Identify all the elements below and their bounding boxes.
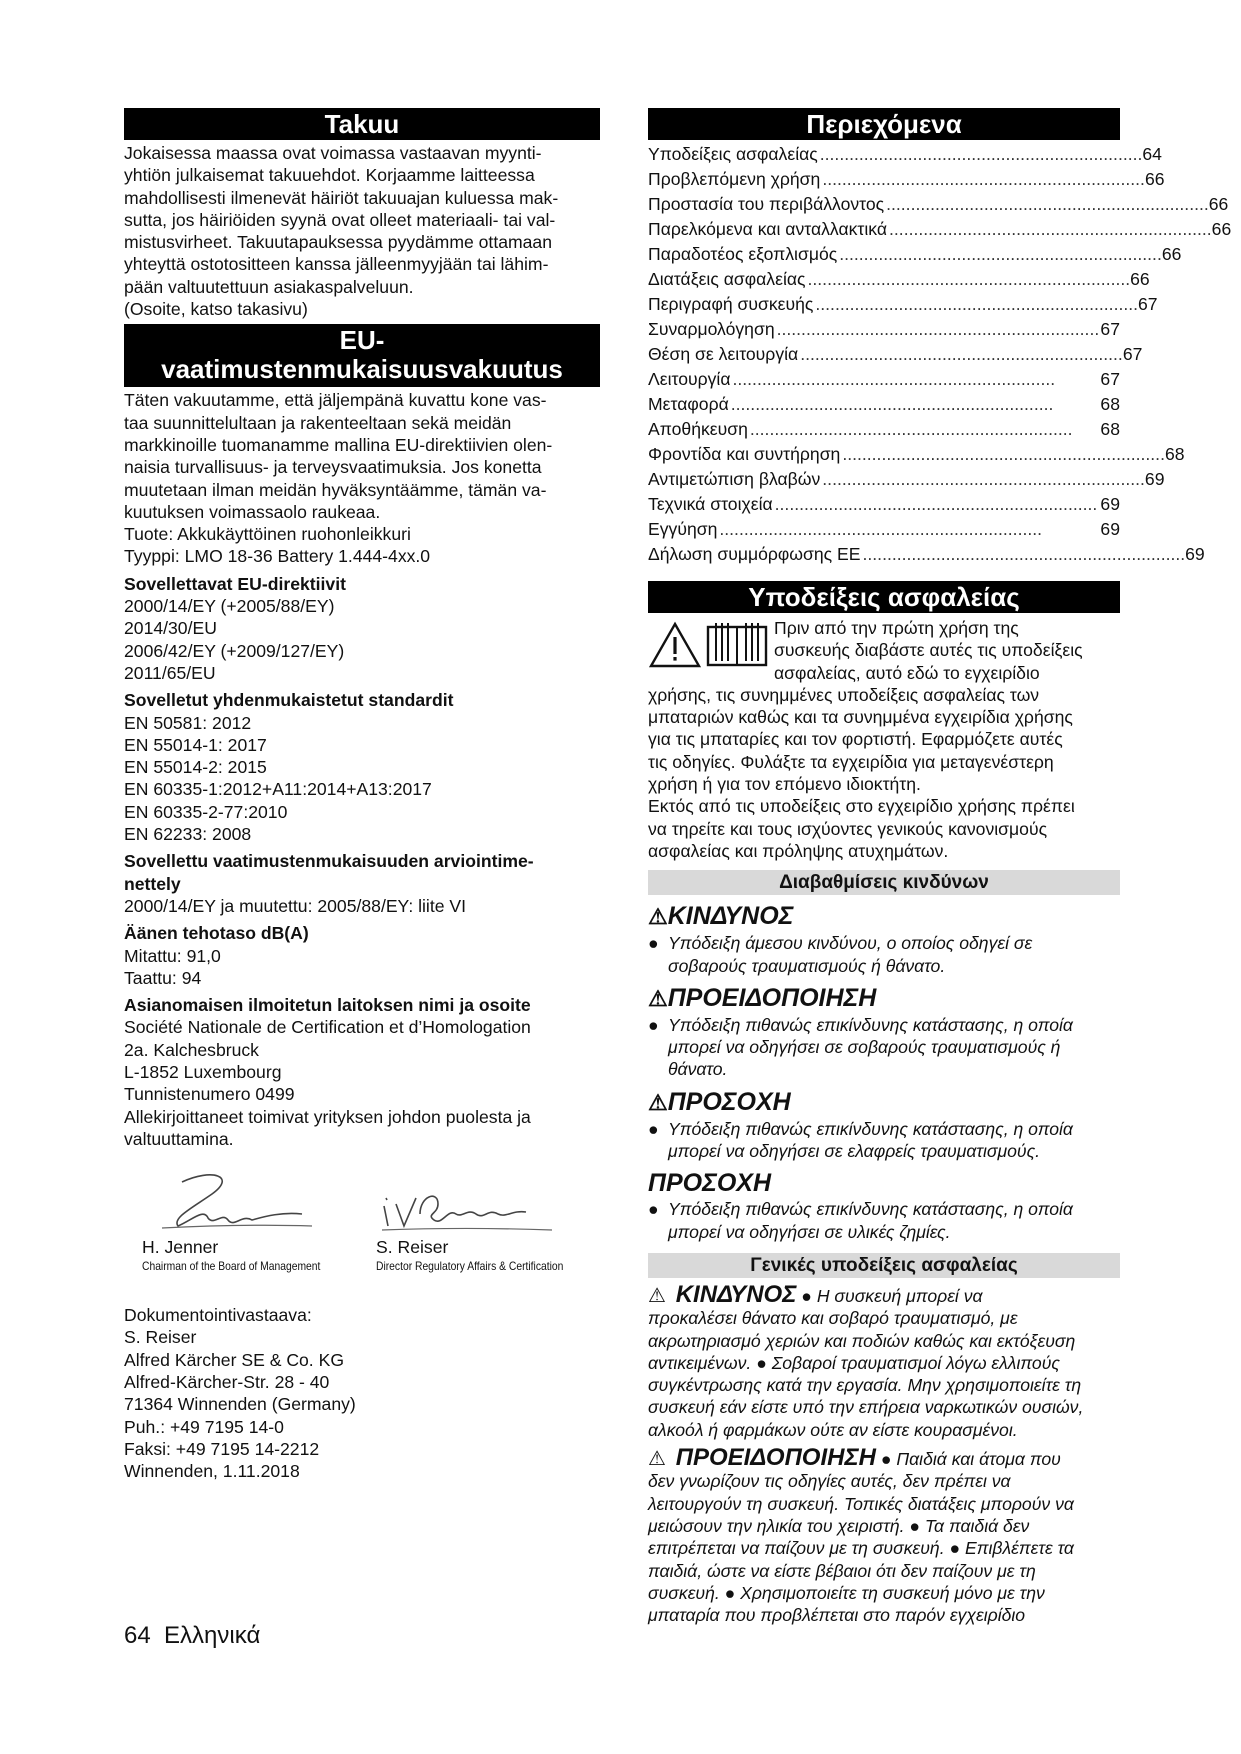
toc-row[interactable]: Αντιμετώπιση βλαβών .................................................................. 69: [648, 467, 1120, 492]
safety-intro: [648, 617, 1120, 862]
page-number: 64: [124, 1622, 151, 1649]
toc-page: 66: [1161, 244, 1182, 264]
toc-row[interactable]: Φροντίδα και συντήρηση .................................................................. 68: [648, 442, 1120, 467]
general-danger-title: ΚΙΝΔΥΝΟΣ: [675, 1280, 797, 1308]
toc-title: Εγγύηση: [648, 519, 718, 539]
toc-row[interactable]: Θέση σε λειτουργία .................................................................. 67: [648, 342, 1120, 367]
toc-page: 67: [1100, 369, 1120, 389]
warning-desc: ● Υπόδειξη πιθανώς επικίνδυνης κατάστασης, η οποία: [648, 1014, 1073, 1035]
standard-item: EN 60335-2-77:2010: [124, 801, 288, 822]
text-line: χρήση ή για τον επόμενο ιδιοκτήτη.: [648, 774, 921, 795]
toc-title: Προβλεπόμενη χρήση: [648, 169, 821, 189]
text-line: Faksi: +49 7195 14-2212: [124, 1438, 320, 1459]
standard-item: EN 50581: 2012: [124, 712, 252, 733]
toc-row[interactable]: Προβλεπόμενη χρήση .................................................................. 66: [648, 167, 1120, 192]
directive-item: 2011/65/EU: [124, 662, 216, 683]
text-line: 71364 Winnenden (Germany): [124, 1394, 356, 1415]
text-line: yhteyttä ostotositteen kanssa jälleenmyyjään tai lähim-: [124, 254, 549, 275]
signatures: [124, 1168, 600, 1288]
text-line: pään valtuutettuun asiakaspalveluun.: [124, 276, 414, 297]
toc-page: 66: [1211, 219, 1232, 239]
text-line: kuutuksen voimassaolo raukeaa.: [124, 501, 381, 522]
text-line: χρήσης, τις συνημμένες υποδείξεις ασφαλείας των: [648, 684, 1040, 705]
general-safety-heading: Γενικές υποδείξεις ασφαλείας: [648, 1253, 1120, 1278]
text-line: Tyyppi: LMO 18-36 Battery 1.444-4xx.0: [124, 546, 431, 567]
notice-desc-cont: μπορεί να οδηγήσει σε υλικές ζημίες.: [668, 1221, 951, 1242]
text-line: 2a. Kalchesbruck: [124, 1039, 259, 1060]
text-line: S. Reiser: [124, 1327, 197, 1348]
toc-page: 69: [1185, 544, 1205, 564]
text-line: Dokumentointivastaava:: [124, 1305, 312, 1326]
signature-reiser: [376, 1168, 594, 1274]
toc-page: 68: [1164, 444, 1185, 464]
general-warning-block: [648, 1444, 1120, 1626]
text-line: αλκοόλ ή φαρμάκων ούτε αν είστε κουρασμένοι.: [648, 1419, 1018, 1440]
text-line: yhtiön julkaisemat takuuehdot. Korjaamme laitteessa: [124, 165, 535, 186]
takuu-text: [124, 142, 600, 320]
sound-guaranteed: Taattu: 94: [124, 967, 202, 988]
text-line: Allekirjoittaneet toimivat yrityksen johdon puolesta ja: [124, 1106, 531, 1127]
text-line: Winnenden, 1.11.2018: [124, 1461, 300, 1482]
text-line: δεν γνωρίζουν τις οδηγίες αυτές, δεν πρέπει να: [648, 1471, 1011, 1492]
text-line: Jokaisessa maassa ovat voimassa vastaavan myynti-: [124, 143, 542, 163]
toc-page: 68: [1100, 394, 1120, 414]
warning-triangle-icon: ⚠: [648, 904, 668, 930]
toc-row[interactable]: Διατάξεις ασφαλείας .................................................................. 66: [648, 267, 1120, 292]
toc-row[interactable]: Αποθήκευση .................................................................. 68: [648, 417, 1120, 442]
warning-triangle-icon: [648, 621, 702, 669]
standard-item: EN 60335-1:2012+A11:2014+A13:2017: [124, 779, 432, 800]
assessment-text: 2000/14/EY ja muutettu: 2005/88/EY: liite VI: [124, 895, 467, 916]
standards-title: Sovelletut yhdenmukaistetut standardit: [124, 690, 454, 711]
text-line: επιτρέπεται να παίζουν με τη συσκευή. ● Επιβλέπετε τα: [648, 1538, 1074, 1559]
toc-page: 66: [1144, 169, 1165, 189]
caution-desc-cont: μπορεί να οδηγήσει σε ελαφρείς τραυματισμούς.: [668, 1141, 1041, 1162]
text-line: Puh.: +49 7195 14-0: [124, 1416, 284, 1437]
toc-title: Υποδείξεις ασφαλείας: [648, 144, 818, 164]
directives-title: Sovellettavat EU-direktiivit: [124, 573, 346, 594]
standard-item: EN 55014-2: 2015: [124, 757, 267, 778]
text-line: Πριν από την πρώτη χρήση της: [774, 618, 1019, 638]
danger-desc: ● Υπόδειξη άμεσου κινδύνου, ο οποίος οδηγεί σε: [648, 933, 1033, 954]
warning-triangle-icon: ⚠: [648, 1089, 668, 1115]
text-line: valtuuttamina.: [124, 1128, 234, 1149]
text-line: Täten vakuutamme, että jäljempänä kuvattu kone vas-: [124, 390, 547, 411]
text-line: Tuote: Akkukäyttöinen ruohonleikkuri: [124, 524, 411, 545]
text-line: Alfred-Kärcher-Str. 28 - 40: [124, 1372, 330, 1393]
toc-row[interactable]: Συναρμολόγηση .................................................................. 67: [648, 317, 1120, 342]
directive-item: 2006/42/EY (+2009/127/EY): [124, 640, 345, 661]
takuu-heading: Takuu: [124, 108, 600, 140]
toc-row[interactable]: Υποδείξεις ασφαλείας .................................................................. 64: [648, 142, 1120, 167]
toc-row[interactable]: Παρελκόμενα και ανταλλακτικά .................................................................. 66: [648, 217, 1120, 242]
signer1-role: Chairman of the Board of Management: [142, 1259, 321, 1274]
toc-row[interactable]: Μεταφορά .................................................................. 68: [648, 392, 1120, 417]
caution-desc: ● Υπόδειξη πιθανώς επικίνδυνης κατάστασης, η οποία: [648, 1118, 1073, 1139]
eu-heading-line2: vaatimustenmukaisuusvakuutus: [161, 354, 563, 385]
toc-title: Θέση σε λειτουργία: [648, 344, 799, 364]
danger-desc-cont: σοβαρούς τραυματισμούς ή θάνατο.: [668, 955, 946, 976]
standard-item: EN 62233: 2008: [124, 824, 252, 845]
eu-declaration-text: [124, 389, 600, 567]
toc-title: Φροντίδα και συντήρηση: [648, 444, 841, 464]
text-line: ασφαλείας, αυτό εδώ το εγχειρίδιο: [774, 662, 1040, 683]
text-line: μπαταριών καθώς και τα συνημμένα εγχειρίδια χρήσης: [648, 707, 1073, 728]
toc-heading: Περιεχόμενα: [648, 108, 1120, 140]
toc-row[interactable]: Δήλωση συμμόρφωσης ΕΕ .................................................................. 69: [648, 542, 1120, 567]
text-line: ακρωτηριασμό χεριών και ποδιών καθώς και εκτόξευση: [648, 1330, 1076, 1351]
text-line: mahdollisesti ilmenevät häiriöt takuuajan kuluessa mak-: [124, 187, 559, 208]
manual-book-icon: [706, 621, 768, 669]
text-line: για τις μπαταρίες και τον φορτιστή. Εφαρμόζετε αυτές: [648, 729, 1063, 750]
toc-title: Παρελκόμενα και ανταλλακτικά: [648, 219, 888, 239]
signer2-name: S. Reiser: [376, 1237, 449, 1258]
warning-triangle-icon: ⚠: [648, 1448, 666, 1471]
toc-page: 66: [1130, 269, 1150, 289]
toc-title: Διατάξεις ασφαλείας: [648, 269, 806, 289]
text-line: λειτουργούν τη συσκευή. Τοπικές διατάξεις μπορούν να: [648, 1493, 1074, 1514]
warning-triangle-icon: ⚠: [648, 985, 668, 1011]
toc-page: 69: [1100, 519, 1120, 539]
intro-icons: [648, 621, 768, 669]
text-line: συσκευής διαβάστε αυτές τις υποδείξεις: [774, 640, 1083, 661]
general-danger-first-line: ⚠ ΚΙΝΔΥΝΟΣ ● Η συσκευή μπορεί να: [648, 1280, 983, 1308]
eu-declaration-heading: [124, 324, 600, 387]
toc-title: Συναρμολόγηση: [648, 319, 775, 339]
toc-title: Λειτουργία: [648, 369, 731, 389]
text-line: mistusvirheet. Takuutapauksessa pyydämme ottamaan: [124, 232, 553, 253]
directive-item: 2000/14/EY (+2005/88/EY): [124, 596, 335, 617]
toc-page: 67: [1122, 344, 1143, 364]
toc-row[interactable]: Τεχνικά στοιχεία .................................................................. 69: [648, 492, 1120, 517]
notice-title: ΠΡΟΣΟΧΗ: [648, 1169, 771, 1198]
right-column: [648, 108, 1232, 1626]
text-line: (Osoite, katso takasivu): [124, 299, 308, 320]
page-footer: [124, 1622, 260, 1650]
text-line: να τηρείτε και τους ισχύοντες γενικούς κανονισμούς: [648, 818, 1048, 839]
toc-title: Αντιμετώπιση βλαβών: [648, 469, 821, 489]
text-line: naisia turvallisuus- ja terveysvaatimuksia. Jos konetta: [124, 457, 542, 478]
toc-row[interactable]: Περιγραφή συσκευής .................................................................. 67: [648, 292, 1120, 317]
sound-measured: Mitattu: 91,0: [124, 945, 221, 966]
signature-jenner: [142, 1168, 349, 1274]
toc-row[interactable]: Λειτουργία .................................................................. 67: [648, 367, 1120, 392]
toc-title: Μεταφορά: [648, 394, 729, 414]
notice-desc: ● Υπόδειξη πιθανώς επικίνδυνης κατάστασης, η οποία: [648, 1199, 1073, 1220]
eu-heading-line1: EU-: [339, 325, 385, 356]
toc-title: Αποθήκευση: [648, 419, 748, 439]
language-label: Ελληνικά: [164, 1622, 261, 1649]
text-line: taa suunnittelultaan ja rakenteeltaan sekä meidän: [124, 412, 512, 433]
warning-desc-cont: μπορεί να οδηγήσει σε σοβαρούς τραυματισμούς ή: [668, 1037, 1061, 1058]
standard-item: EN 55014-1: 2017: [124, 734, 267, 755]
notified-body-title: Asianomaisen ilmoitetun laitoksen nimi ja osoite: [124, 995, 531, 1016]
caution-title: ⚠ΠΡΟΣΟΧΗ: [648, 1087, 791, 1116]
text-line: τις οδηγίες. Φυλάξτε τα εγχειρίδια για μεταγενέστερη: [648, 751, 1054, 772]
warning-triangle-icon: ⚠: [648, 1284, 666, 1307]
text-line: sutta, jos häiriöiden syynä ovat olleet materiaali- tai val-: [124, 209, 556, 230]
toc-page: 68: [1100, 419, 1120, 439]
toc-title: Δήλωση συμμόρφωσης ΕΕ: [648, 544, 861, 564]
toc-page: 64: [1142, 144, 1162, 164]
text-line: Alfred Kärcher SE & Co. KG: [124, 1349, 345, 1370]
warning-desc-cont: θάνατο.: [668, 1059, 728, 1080]
assessment-title-cont: nettely: [124, 873, 181, 894]
safety-heading: Υποδείξεις ασφαλείας: [648, 581, 1120, 613]
toc-page: 66: [1208, 194, 1229, 214]
toc-title: Προστασία του περιβάλλοντος: [648, 194, 885, 214]
hazard-levels-heading: Διαβαθμίσεις κινδύνων: [648, 870, 1120, 895]
toc-page: 67: [1100, 319, 1120, 339]
toc-page: 69: [1100, 494, 1120, 514]
toc-title: Τεχνικά στοιχεία: [648, 494, 773, 514]
left-column: [124, 108, 600, 1483]
toc-row[interactable]: Παραδοτέος εξοπλισμός .................................................................. 66: [648, 242, 1120, 267]
warning-title: ⚠ΠΡΟΕΙΔΟΠΟΙΗΣΗ: [648, 983, 877, 1012]
danger-title: ⚠ΚΙΝΔΥΝΟΣ: [648, 902, 794, 931]
toc-row[interactable]: Εγγύηση .................................................................. 69: [648, 517, 1120, 542]
signature-scribble-icon: [376, 1168, 556, 1236]
text-line: συσκευή εάν είστε υπό την επήρεια ναρκωτικών ουσιών,: [648, 1397, 1084, 1418]
assessment-title: Sovellettu vaatimustenmukaisuuden arviointime-: [124, 851, 534, 872]
table-of-contents: [648, 142, 1232, 567]
documentation-contact: [124, 1304, 600, 1482]
toc-row[interactable]: Προστασία του περιβάλλοντος .................................................................. 66: [648, 192, 1120, 217]
text-line: μπαταρία που προβλέπεται στο παρόν εγχειρίδιο: [648, 1605, 1026, 1626]
text-line: συγκέντρωσης κατά την εργασία. Μην χρησιμοποιείτε τη: [648, 1375, 1082, 1396]
text-line: παιδιά, ώστε να είστε βέβαιοι ότι δεν παίζουν με τη: [648, 1560, 1036, 1581]
toc-title: Παραδοτέος εξοπλισμός: [648, 244, 838, 264]
general-warning-first-line: ⚠ ΠΡΟΕΙΔΟΠΟΙΗΣΗ ● Παιδιά και άτομα που: [648, 1444, 1061, 1472]
general-danger-block: [648, 1280, 1120, 1441]
directive-item: 2014/30/EU: [124, 618, 217, 639]
toc-page: 67: [1138, 294, 1158, 314]
text-line: ασφαλείας και πρόληψης ατυχημάτων.: [648, 840, 949, 861]
text-line: muutetaan ilman meidän hyväksyntäämme, tämän va-: [124, 479, 547, 500]
sound-title: Äänen tehotaso dB(A): [124, 923, 309, 944]
text-line: markkinoille tuomanamme mallina EU-direktiivien olen-: [124, 434, 553, 455]
text-line: μειώσουν την ηλικία του χειριστή. ● Τα παιδιά δεν: [648, 1515, 1030, 1536]
text-line: αντικειμένων. ● Σοβαροί τραυματισμοί λόγω ελλιπούς: [648, 1352, 1060, 1373]
text-line: συσκευή. ● Χρησιμοποιείτε τη συσκευή μόνο με την: [648, 1582, 1045, 1603]
text-line: προκαλέσει θάνατο και σοβαρό τραυματισμό, με: [648, 1308, 1018, 1329]
text-line: Εκτός από τις υποδείξεις στο εγχειρίδιο χρήσης πρέπει: [648, 796, 1075, 817]
general-warning-title: ΠΡΟΕΙΔΟΠΟΙΗΣΗ: [675, 1444, 876, 1472]
toc-page: 69: [1144, 469, 1165, 489]
text-line: Tunnistenumero 0499: [124, 1084, 295, 1105]
text-line: Société Nationale de Certification et d’Homologation: [124, 1017, 531, 1038]
text-line: L-1852 Luxembourg: [124, 1061, 282, 1082]
signer2-role: Director Regulatory Affairs & Certification: [376, 1259, 564, 1274]
signature-scribble-icon: [142, 1168, 322, 1236]
signer1-name: H. Jenner: [142, 1237, 219, 1258]
toc-title: Περιγραφή συσκευής: [648, 294, 814, 314]
